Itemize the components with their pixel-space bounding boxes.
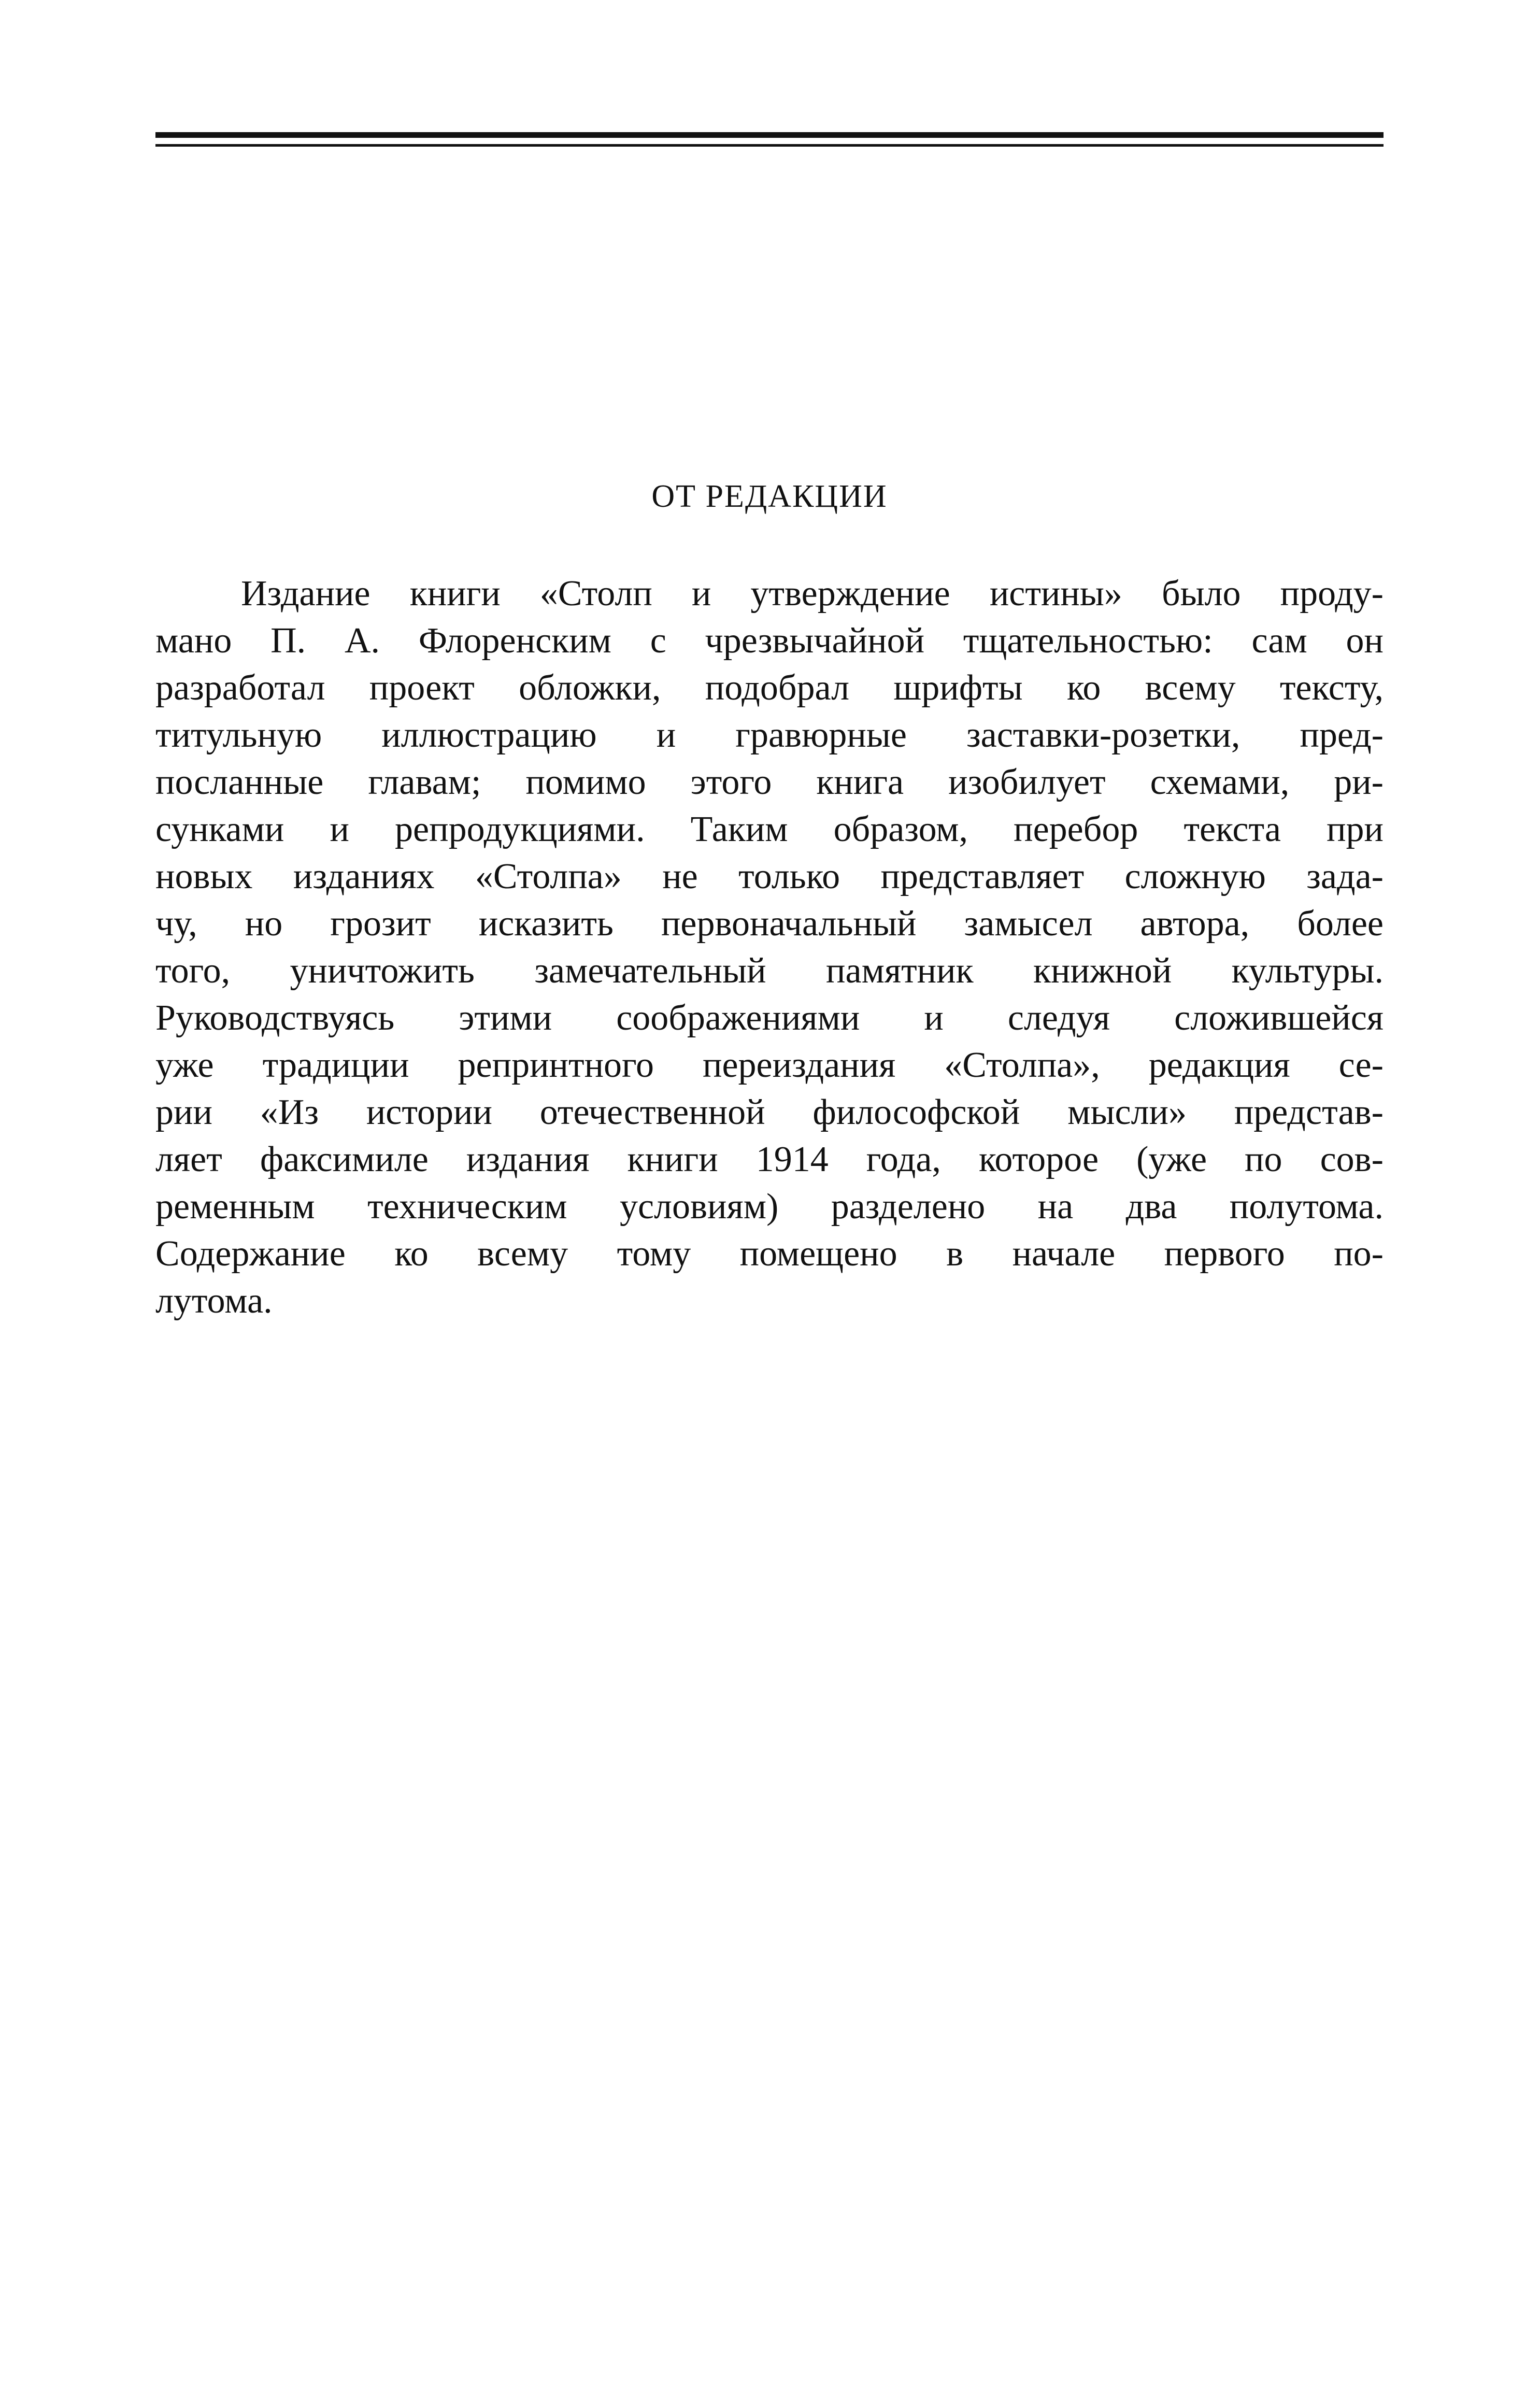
paragraph-line: посланные главам; помимо этого книга изобилует схемами, ри- — [155, 762, 1384, 802]
paragraph-line: того, уничтожить замечательный памятник книжной культуры. — [155, 951, 1384, 991]
paragraph-line: Издание книги «Столп и утверждение истины» было проду- — [241, 574, 1384, 614]
top-rule-thick — [155, 132, 1384, 138]
paragraph-line: ляет факсимиле издания книги 1914 года, которое (уже по сов- — [155, 1140, 1384, 1179]
top-rule-thin — [155, 144, 1384, 147]
paragraph-line: чу, но грозит исказить первоначальный замысел автора, более — [155, 904, 1384, 944]
paragraph-line: рии «Из истории отечественной философской мысли» представ- — [155, 1092, 1384, 1132]
paragraph-line: мано П. А. Флоренским с чрезвычайной тщательностью: сам он — [155, 621, 1384, 661]
paragraph-line: уже традиции репринтного переиздания «Столпа», редакция се- — [155, 1045, 1384, 1085]
paragraph-line: новых изданиях «Столпа» не только представляет сложную зада- — [155, 857, 1384, 896]
paragraph-line: Содержание ко всему тому помещено в начале первого по- — [155, 1234, 1384, 1274]
paragraph-line: лутома. — [155, 1281, 273, 1321]
paragraph-line: Руководствуясь этими соображениями и следуя сложившейся — [155, 998, 1384, 1038]
paragraph-line: ременным техническим условиям) разделено на два полутома. — [155, 1187, 1384, 1227]
body-paragraph — [155, 570, 1384, 1324]
section-heading: ОТ РЕДАКЦИИ — [651, 479, 888, 514]
paragraph-line: титульную иллюстрацию и гравюрные заставки-розетки, пред- — [155, 715, 1384, 755]
paragraph-line: сунками и репродукциями. Таким образом, перебор текста при — [155, 809, 1384, 849]
paragraph-line: разработал проект обложки, подобрал шрифты ко всему тексту, — [155, 668, 1384, 708]
